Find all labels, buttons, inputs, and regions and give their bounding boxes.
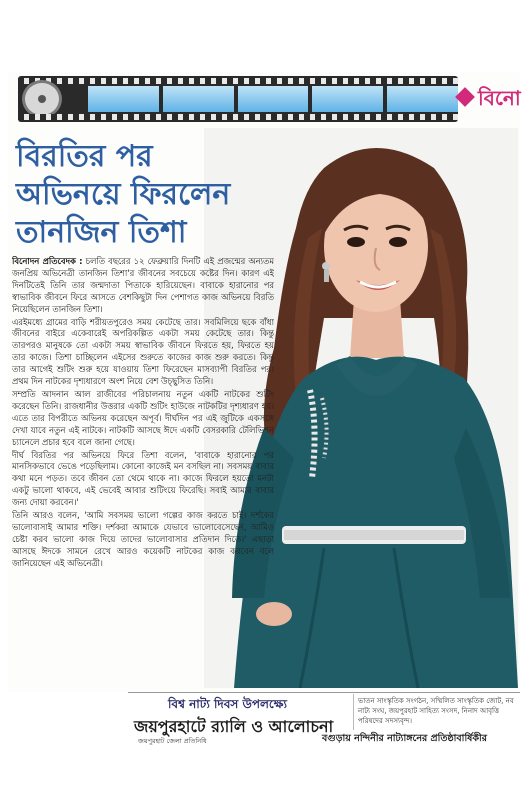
article-paragraph: সম্প্রতি আদনান আল রাজীবের পরিচালনায় নতুন একটি নাটকের শুটিং করেছেন তিনি। রাজধানীর উত্তরার একটি শুটিং হাউজে নাটকটির দৃশ্যধারণ হয়। এতে তার বিপরীতে অভিনয় করেছেন অপূর্ব। দীর্ঘদিন পর এই জুটিকে একসঙ্গে দেখা যাবে নতুন এই নাটকে। নাটকটি আসছে ঈদে একটি বেসরকারি টেলিভিশন চ্যানেলে প্রচার হবে বলে জানা গেছে।	[12, 388, 274, 447]
film-frame	[88, 86, 159, 112]
divider	[353, 694, 354, 730]
section-tag	[456, 78, 520, 120]
article-headline: বিরতির পর অভিনয়ে ফিরলেন তানজিন তিশা	[16, 139, 231, 250]
dateline: বিনোদন প্রতিবেদক :	[12, 256, 83, 266]
film-frame	[238, 86, 309, 112]
article-paragraph: দীর্ঘ বিরতির পর অভিনয়ে ফিরে তিশা বলেন, 'বাবাকে হারানোর পর মানসিকভাবে ভেঙে পড়েছিলাম। কোনো কাজেই মন বসছিল না। সবসময় বাবার কথা মনে পড়ত। তবে জীবন তো থেমে থাকে না। কাজে ফিরলে হয়তো মনটা একটু ভালো থাকবে, এই ভেবেই আবার শুটিংয়ে ফিরেছি। সবাই আমার বাবার জন্য দোয়া করবেন।'	[12, 449, 274, 508]
bottom-news-strip	[8, 692, 520, 772]
film-frame	[387, 86, 458, 112]
news-subheading: বিশ্ব নাট্য দিবস উপলক্ষ্যে	[168, 697, 287, 711]
section-label: বিনো	[478, 86, 521, 110]
article-paragraph: এরইমধ্যে গ্রামের বাড়ি শরীয়তপুরেও সময় কেটেছে তার। সবমিলিয়ে ছকে বাঁধা জীবনের বাইরে একেবারেই অপরিকল্পিত একটা সময় কেটেছে তার। কিন্তু তারপরও মানুষকে তো একটা সময় স্বাভাবিক জীবনে ফিরতে হয়, ফিরতে হয় তার কাজে। তিশা চাচ্ছিলেন এইসের শুরুতে কাজের কাজ শুরু করতে। কিন্তু তার আগেই শুটিং শুরু হয়ে যাওয়ায় তিশা ফিরেছেন মাসব্যাপী বিরতির পর। প্রথম দিন নাটকের দৃশ্যধারণে অংশ নিয়ে বেশ উচ্ছ্বসিত তিনি।	[12, 316, 274, 387]
film-perforation-top	[18, 78, 458, 84]
film-reel-icon	[22, 80, 62, 118]
diamond-icon	[455, 87, 475, 107]
film-strip-banner	[18, 76, 458, 122]
article-paragraph: তিনি আরও বলেন, 'আমি সবসময় ভালো গল্পের কাজ করতে চাই। দর্শকের ভালোবাসাই আমার শক্তি। দর্শকরা আমাকে যেভাবে ভালোবেসেছেন, আমিও চেষ্টা করব ভালো কাজ দিয়ে তাদের ভালোবাসার প্রতিদান দিতে।' এছাড়া আসছে ঈদকে সামনে রেখে আরও কয়েকটি নাটকের কাজ করবেন বলে জানিয়েছেন এই অভিনেত্রী।	[12, 510, 274, 568]
right-column-headline: বগুড়ায় নন্দিনীর নাট্যাঙ্গনের প্রতিষ্ঠাবার্ষিকীর	[322, 733, 487, 744]
news-headline: জয়পুরহাটে র‌্যালি ও আলোচনা	[134, 717, 334, 736]
news-byline: জয়পুরহাট জেলা প্রতিনিধি	[138, 737, 207, 745]
article-body	[12, 256, 274, 702]
article-paragraph: বিনোদন প্রতিবেদক : চলতি বছরের ১২ ফেব্রুয়ারি দিনটি এই প্রজন্মের অন্যতম জনপ্রিয় অভিনেত্রী তানজিন তিশা'র জীবনের সবচেয়ে কষ্টের দিন। কারণ এই দিনটিতেই তিনি তার জন্মদাতা পিতাকে হারিয়েছেন। বাবাকে হারানোর পর স্বাভাবিক জীবনে ফিরে আসতে বেশকিছুটা দিন পেশাগত কাজ অভিনয়ে বিরতি নিয়েছিলেন তানজিন তিশা।	[12, 256, 274, 314]
film-frame	[312, 86, 383, 112]
newspaper-page	[8, 72, 520, 772]
divider	[128, 692, 520, 693]
film-perforation-bottom	[18, 114, 458, 120]
right-column-text: ভাতন সাংস্কৃতিক সংগঠন, সম্মিলিত সাংস্কৃতিক জোট, নব নাট্য সংঘ, জয়পুরহাট সাহিত্য সংসদ, নিনাদ আবৃত্তি পরিষদের সদস্যবৃন্দ।	[358, 697, 514, 725]
film-frames	[88, 86, 458, 112]
film-frame	[163, 86, 234, 112]
